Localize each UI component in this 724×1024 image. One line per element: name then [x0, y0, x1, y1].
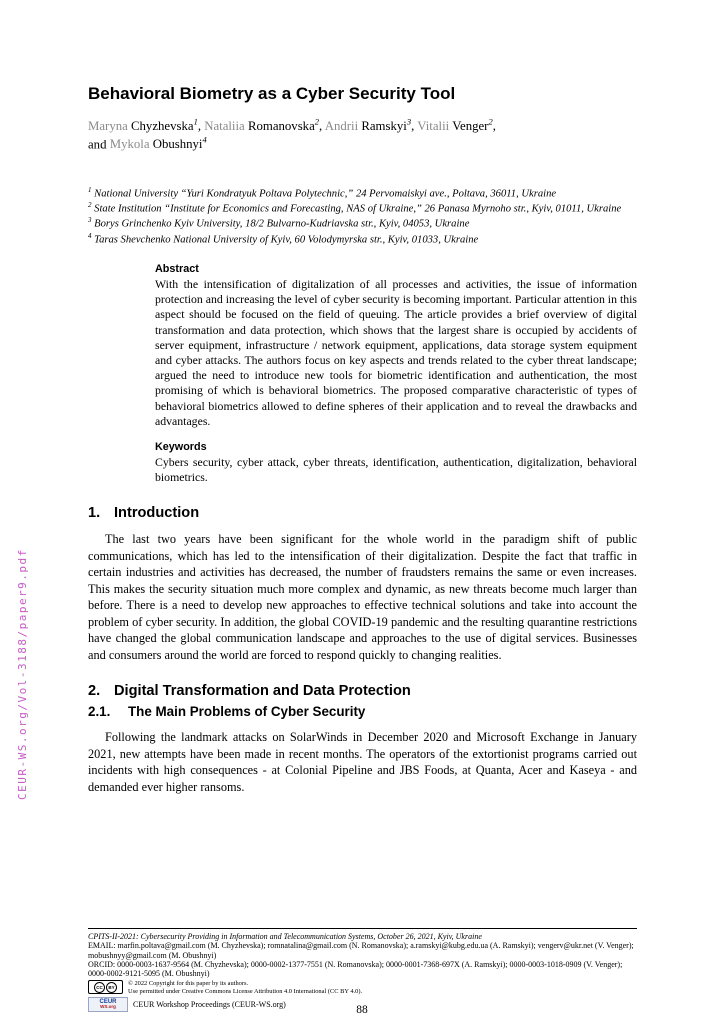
introduction-paragraph: The last two years have been significant for the whole world in the paradigm shift of public communications, which has led to the intensification of their digitalization. Despite the fact that traffic in certain industries and activities has decreased, the number of fraudsters remains the same or even increases. This makes the security situation much more complex and dynamic, as new threats become much larger than before. There is a need to develop new approaches to effective technical solutions and take into account the problem of cyber security. In addition, the global COVID-19 pandemic and the resulting quarantine restrictions have changed the global communication landscape and approaches to the use of digital services. Businesses and consumers around the world are forced to respond quickly to changing realities. [88, 532, 637, 662]
orcid-note: ORCID: 0000-0003-1637-9564 (M. Chyzhevska); 0000-0002-1377-7551 (N. Romanovska); 0000-0001-7368-697X (A. Ramskyi); 0000-0003-1018-0909 (V. Venger); 0000-0002-9121-5095 (M. Obushnyi) [88, 959, 623, 979]
author: Vitalii Venger$^2$, [417, 117, 496, 134]
copyright-row [88, 980, 637, 995]
author: Maryna Chyzhevska$^1$, [88, 117, 205, 134]
author-affiliation-ref: 1 [193, 117, 198, 127]
section-title: Digital Transformation and Data Protection [114, 683, 411, 700]
ceur-volume-side-link[interactable]: CEUR-WS.org/Vol-3188/paper9.pdf [16, 548, 29, 800]
main-problems-paragraph: Following the landmark attacks on SolarWinds in December 2020 and Microsoft Exchange in January 2021, new attempts have been made in recent months. The operators of the extortionist programs carried out incidents with high consequences - at Colonial Pipeline and JBS Foods, at Quanta, Acer and Kaseya - and demanded ever higher ransoms. [88, 730, 637, 794]
author-affiliation-ref: 4 [202, 134, 207, 145]
subsection-title: The Main Problems of Cyber Security [128, 704, 366, 720]
page-number: 88 [356, 1004, 368, 1016]
abstract-text: With the intensification of digitalization of all processes and activities, the issue of information protection and increasing the level of cyber security is becoming important. Particular attention in this aspect should be focused on the field of queuing. The article provides a brief overview of digital transformation and data protection, which shows that the largest share is occupied by accidents of server equipment, infrastructure / network equipment, applications, data storage system equipment and cyber attacks. The authors focus on key aspects and trends related to the cyber threat landscape; argued the need to introduce new tools for biometric identification and authentication, the most promising of which is behavioral biometrics. The proposed comparative characteristic of types of behavioral biometrics allowed to define spheres of their application and to reveal the drawbacks and advantages. [155, 276, 637, 428]
section-number: 2. [88, 683, 101, 700]
abstract-keywords-block [155, 263, 637, 485]
affiliations-block [88, 186, 637, 247]
author-affiliation-ref: 2 [488, 117, 493, 127]
author-affiliation-ref: 3 [406, 117, 412, 127]
ceur-ws-logo-icon: CEUR WS.org [88, 997, 128, 1012]
paper-content [88, 84, 637, 795]
affiliation: $^1$ National University “Yuri Kondratyuk Poltava Polytechnic,” 24 Pervomaiskyi ave., Poltava, 36011, Ukraine [88, 185, 557, 200]
author: Nataliia Romanovska$^2$, [204, 117, 325, 134]
authors-block [88, 117, 637, 153]
abstract-heading: Abstract [155, 262, 199, 275]
subsection-heading-main-problems [88, 704, 637, 719]
conference-note: CPITS-II-2021: Cybersecurity Providing in Information and Telecommunication Systems, October 26, 2021, Kyiv, Ukraine [88, 932, 482, 941]
author: Mykola Obushnyi$^4$ [109, 134, 207, 152]
cc-by-license-icon: CC BY [88, 980, 123, 994]
section-number: 1. [88, 505, 101, 522]
keywords-heading: Keywords [155, 441, 207, 453]
authors-line-1 [88, 117, 637, 135]
section-heading-introduction [88, 505, 637, 521]
authors-line-2: and Mykola Obushnyi$^4$ [88, 134, 207, 152]
paper-title: Behavioral Biometry as a Cyber Security Tool [88, 84, 456, 103]
footnote-separator [88, 928, 637, 929]
affiliation: $^4$ Taras Shevchenko National University of Kyiv, 60 Volodymyrska str., Kyiv, 01033, Ukraine [88, 231, 479, 246]
copyright-text [128, 980, 362, 995]
footnote-block [88, 928, 637, 1012]
author-affiliation-ref: 2 [314, 117, 320, 127]
keywords-text: Cybers security, cyber attack, cyber threats, identification, authentication, digitalization, behavioral biometrics. [155, 455, 637, 485]
author: Andrii Ramskyi$^3$, [324, 117, 418, 134]
email-note: EMAIL: marfin.poltava@gmail.com (M. Chyzhevska); romnatalina@gmail.com (N. Romanovska); a.ramskyi@kubg.edu.ua (A. Ramskyi); vengerv@ukr.net (V. Venger); mobushnyy@gmail.com (M. Obushnyi) [88, 941, 634, 960]
subsection-number: 2.1. [88, 704, 111, 720]
copyright-line-1: © 2022 Copyright for this paper by its authors. [128, 980, 249, 988]
affiliation: $^3$ Borys Grinchenko Kyiv University, 18/2 Bulvarno-Kudriavska str., Kyiv, 04053, Ukraine [88, 216, 470, 230]
copyright-line-2: Use permitted under Creative Commons License Attribution 4.0 International (CC BY 4.0). [128, 987, 363, 995]
affiliation: $^2$ State Institution “Institute for Economics and Forecasting, NAS of Ukraine,” 26 Panasa Myrnoho str., Kyiv, 01011, Ukraine [88, 201, 622, 215]
ceur-proceedings-text: CEUR Workshop Proceedings (CEUR-WS.org) [133, 999, 286, 1009]
section-title: Introduction [114, 505, 200, 522]
section-heading-digital-transformation [88, 683, 637, 699]
